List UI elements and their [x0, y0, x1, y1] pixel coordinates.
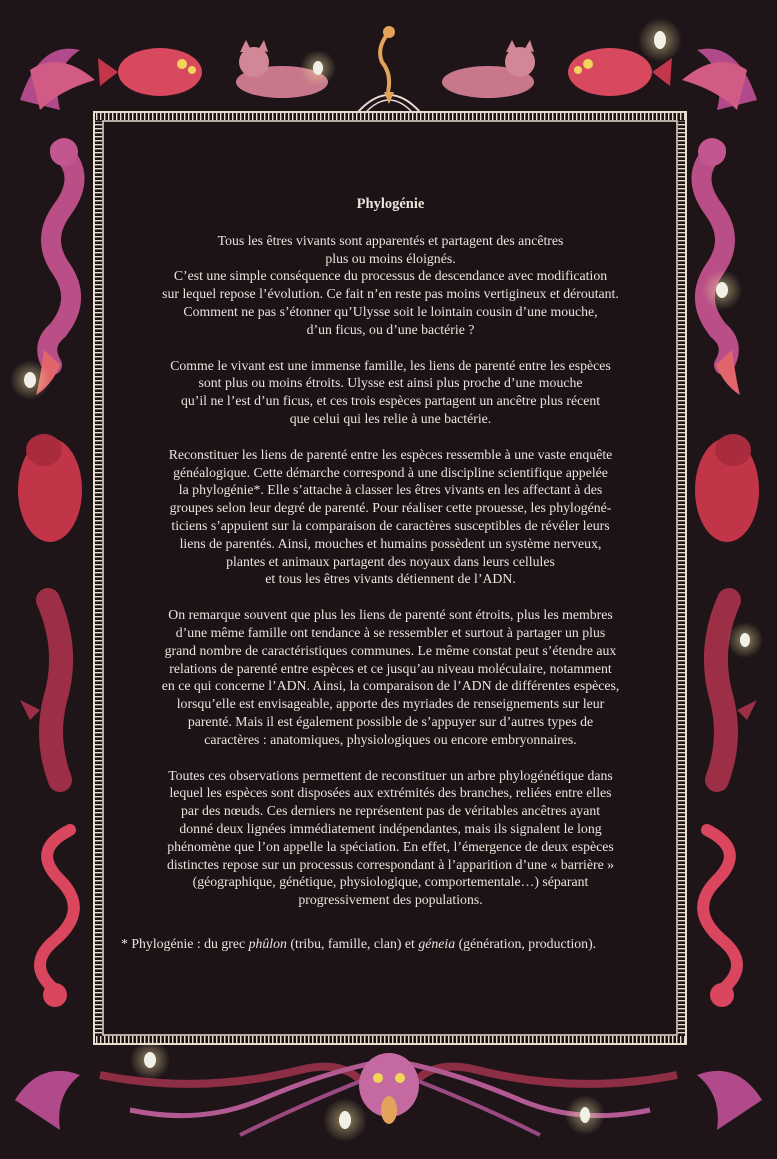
text-line: plus ou moins éloignés.: [325, 250, 456, 266]
text-line: la phylogénie*. Elle s’attache à classer les êtres vivants en les affectant à des: [178, 482, 603, 498]
text-line: Reconstituer les liens de parenté entre les espèces ressemble à une vaste enquête: [168, 446, 613, 462]
text-line: caractères : anatomiques, physiologiques ou encore embryonnaires.: [204, 731, 577, 747]
text-line: que celui qui les relie à une bactérie.: [289, 410, 492, 426]
text-line: ticiens s’appuient sur la comparaison de caractères susceptibles de révéler leurs: [171, 517, 610, 533]
paragraph-5: [108, 767, 673, 909]
footnote-term-phulon: phûlon: [248, 935, 287, 951]
text-line: par des nœuds. Ces derniers ne représentent pas de véritables ancêtres ayant: [180, 803, 601, 819]
text-line: Toutes ces observations permettent de reconstituer un arbre phylogénétique dans: [168, 767, 613, 783]
paragraph-1: [108, 232, 673, 339]
text-line: qu’il ne l’est d’un ficus, et ces trois espèces partagent un ancêtre plus récent: [180, 393, 601, 409]
text-line: distinctes repose sur un processus correspondant à l’apparition d’une « barrière »: [166, 856, 615, 872]
text-line: groupes selon leur degré de parenté. Pour réaliser cette prouesse, les phylogéné-: [169, 500, 612, 516]
text-line: sur lequel repose l’évolution. Ce fait n’en reste pas moins vertigineux et déroutant.: [162, 286, 619, 302]
text-line: en ce qui concerne l’ADN. Ainsi, la comparaison de l’ADN de différentes espèces,: [161, 678, 620, 694]
text-line: lequel les espèces sont disposées aux extrémités des branches, reliées entre elles: [169, 785, 612, 801]
text-line: On remarque souvent que plus les liens de parenté sont étroits, plus les membres: [168, 607, 613, 623]
text-line: donné deux lignées immédiatement indépendantes, mais ils signalent le long: [179, 820, 602, 836]
text-line: sont plus ou moins étroits. Ulysse est ainsi plus proche d’une mouche: [198, 375, 583, 391]
text-line: d’un ficus, ou d’une bactérie ?: [306, 321, 475, 337]
text-line: parenté. Mais il est également possible de s’appuyer sur d’autres types de: [187, 713, 594, 729]
text-line: phénomène que l’on appelle la spéciation. En effet, l’émergence de deux espèces: [167, 838, 614, 854]
footnote-mid: (tribu, famille, clan) et: [286, 935, 419, 951]
text-line: d’une même famille ont tendance à se ressembler et surtout à partager un plus: [175, 624, 606, 640]
flatfish-icon: [98, 48, 672, 96]
text-line: et tous les êtres vivants détiennent de l’ADN.: [265, 571, 516, 587]
footnote-suffix: (génération, production).: [455, 935, 597, 951]
footnote: [108, 935, 673, 953]
paragraph-3: [108, 446, 673, 588]
page-title: Phylogénie: [356, 196, 425, 212]
text-line: grand nombre de caractéristiques communes. Le même constat peut s’étendre aux: [164, 642, 617, 658]
text-line: progressivement des populations.: [298, 892, 483, 908]
text-line: (géographique, génétique, physiologique, comportementale…) séparant: [192, 874, 589, 890]
text-line: lorsqu’elle est envisageable, apporte des myriades de renseignements sur leur: [176, 696, 605, 712]
text-line: Comme le vivant est une immense famille, les liens de parenté entre les espèces: [170, 357, 611, 373]
text-line: plantes et animaux partagent des noyaux dans leurs cellules: [226, 553, 555, 569]
text-line: Comment ne pas s’étonner qu’Ulysse soit le lointain cousin d’une mouche,: [183, 303, 598, 319]
text-line: C’est une simple conséquence du processus de descendance avec modification: [173, 268, 608, 284]
text-line: liens de parentés. Ainsi, mouches et humains possèdent un système nerveux,: [179, 535, 602, 551]
article: [108, 196, 673, 953]
text-line: Tous les êtres vivants sont apparentés et partagent des ancêtres: [217, 232, 564, 248]
caterpillar-icon: [380, 26, 395, 104]
text-line: relations de parenté entre espèces et ce jusqu’au niveau moléculaire, notamment: [169, 660, 612, 676]
footnote-term-geneia: géneia: [418, 935, 456, 951]
paragraph-4: [108, 606, 673, 748]
footnote-prefix: * Phylogénie : du grec: [121, 935, 249, 951]
paragraph-2: [108, 357, 673, 428]
text-line: généalogique. Cette démarche correspond à une discipline scientifique appelée: [173, 464, 608, 480]
